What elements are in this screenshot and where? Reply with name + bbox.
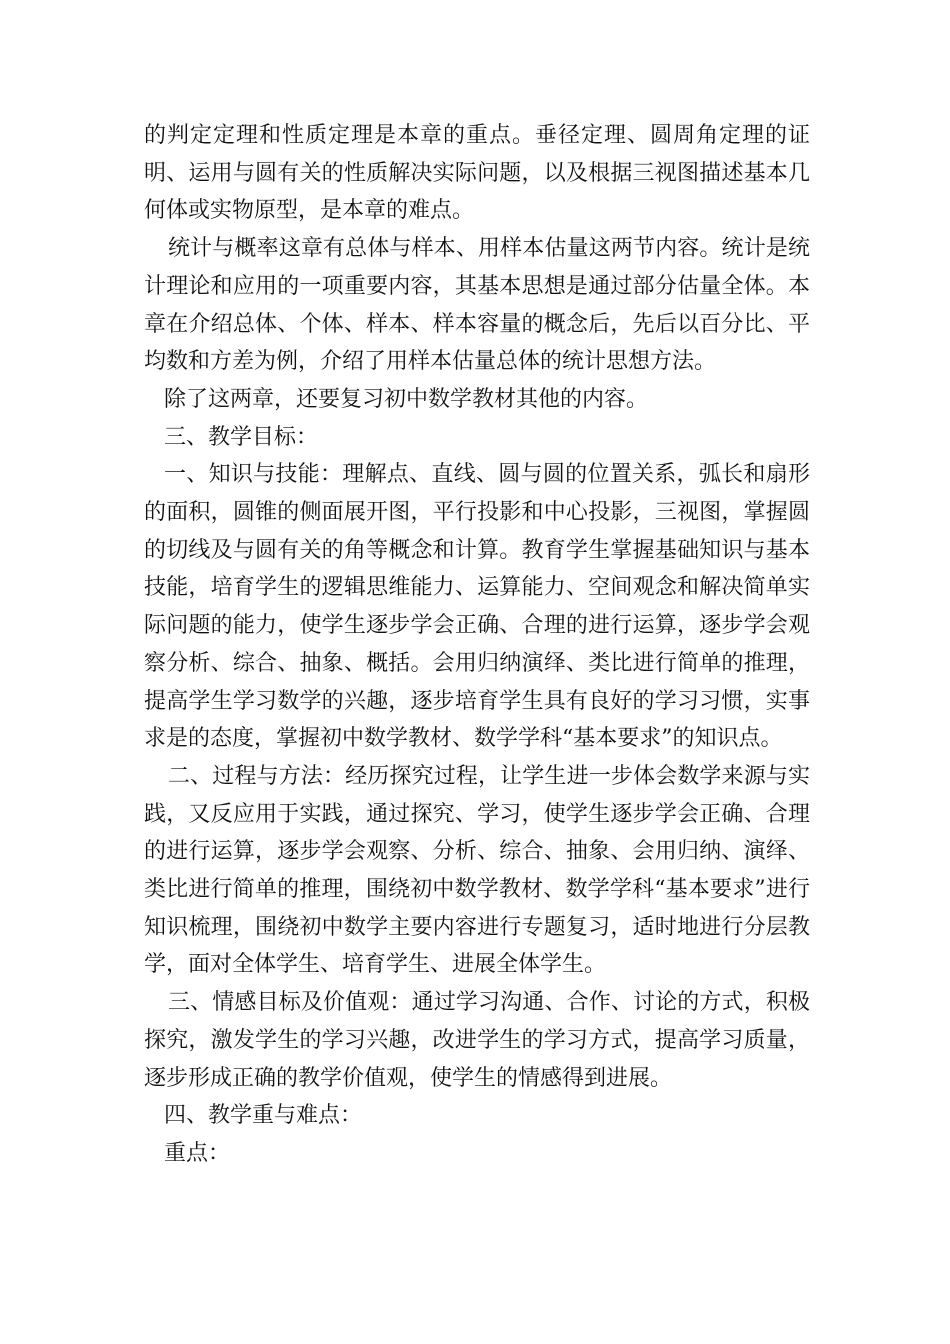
heading-key-points: 重点： — [164, 1140, 231, 1166]
paragraph-key-points-difficulties: 的判定定理和性质定理是本章的重点。垂径定理、圆周角定理的证明、运用与圆有关的性质解决实际问题，以及根据三视图描述基本几何体或实物原型，是本章的难点。 — [144, 123, 810, 224]
paragraph-statistics-probability: 统计与概率这章有总体与样本、用样本估量这两节内容。统计是统计理论和应用的一项重要内容，其基本思想是通过部分估量全体。本章在介绍总体、个体、样本、样本容量的概念后，先后以百分比、平均数和方差为例，介绍了用样本估量总体的统计思想方法。 — [144, 236, 810, 375]
paragraph-process-methods: 二、过程与方法：经历探究过程，让学生进一步体会数学来源与实践，又反应用于实践，通过探究、学习，使学生逐步学会正确、合理的进行运算，逐步学会观察、分析、综合、抽象、会用归纳、演绎、类比进行简单的推理，围绕初中数学教材、数学学科“基本要求”进行知识梳理，围绕初中数学主要内容进行专题复习，适时地进行分层教学，面对全体学生、培育学生、进展全体学生。 — [144, 763, 810, 978]
document-body — [144, 117, 810, 1173]
heading-key-difficult-points: 四、教学重与难点： — [164, 1103, 363, 1129]
paragraph-emotional-values: 三、情感目标及价值观：通过学习沟通、合作、讨论的方式，积极探究，激发学生的学习兴趣，改进学生的学习方式，提高学习质量，逐步形成正确的教学价值观，使学生的情感得到进展。 — [144, 990, 810, 1091]
paragraph-knowledge-skills: 一、知识与技能：理解点、直线、圆与圆的位置关系，弧长和扇形的面积，圆锥的侧面展开图，平行投影和中心投影，三视图，掌握圆的切线及与圆有关的角等概念和计算。教育学生掌握基础知识与基本技能，培育学生的逻辑思维能力、运算能力、空间观念和解决简单实际问题的能力，使学生逐步学会正确、合理的进行运算，逐步学会观察分析、综合、抽象、概括。会用归纳演绎、类比进行简单的推理，提高学生学习数学的兴趣，逐步培育学生具有良好的学习习惯，实事求是的态度，掌握初中数学教材、数学学科“基本要求”的知识点。 — [144, 462, 810, 752]
paragraph-other-content: 除了这两章，还要复习初中数学教材其他的内容。 — [164, 386, 649, 412]
heading-teaching-objectives: 三、教学目标： — [164, 424, 319, 450]
